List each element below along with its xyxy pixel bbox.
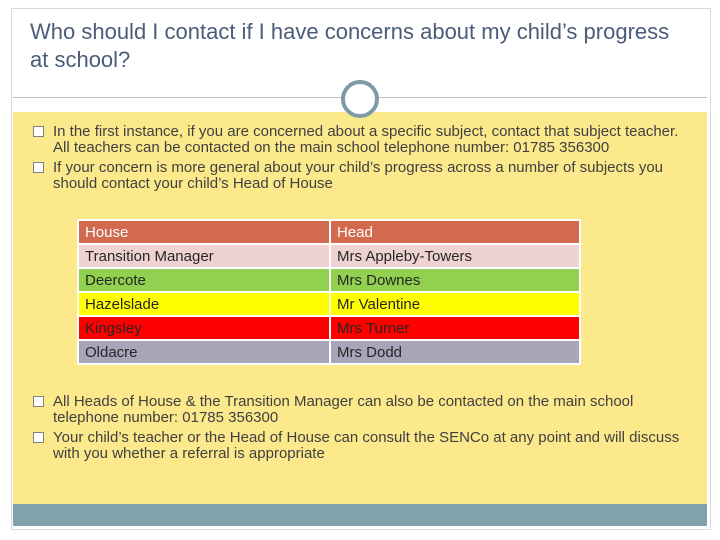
- table-row: [78, 292, 580, 316]
- cell-head: Mrs Appleby-Towers: [330, 244, 580, 268]
- cell-house: Deercote: [78, 268, 330, 292]
- cell-house: Oldacre: [78, 340, 330, 364]
- bullet-text: Your child’s teacher or the Head of House can consult the SENCo at any point and will discuss with you whether a referral is appropriate: [53, 429, 680, 462]
- bullet-list-bottom: [33, 394, 683, 466]
- bullet-text: All Heads of House & the Transition Manager can also be contacted on the main school telephone number: 01785 356300: [53, 393, 634, 426]
- cell-head: Mr Valentine: [330, 292, 580, 316]
- checkbox-bullet-icon: [33, 432, 44, 443]
- cell-house: Hazelslade: [78, 292, 330, 316]
- bullet-list-top: [33, 124, 683, 196]
- cell-head: Mrs Downes: [330, 268, 580, 292]
- checkbox-bullet-icon: [33, 396, 44, 407]
- slide-title: Who should I contact if I have concerns about my child’s progress at school?: [30, 19, 670, 72]
- table-header-row: [78, 220, 580, 244]
- table-row: [78, 340, 580, 364]
- checkbox-bullet-icon: [33, 126, 44, 137]
- bullet-item: [33, 160, 683, 192]
- table-row: [78, 316, 580, 340]
- checkbox-bullet-icon: [33, 162, 44, 173]
- bullet-text: If your concern is more general about your child’s progress across a number of subjects you should contact your child’s Head of House: [53, 159, 664, 192]
- ring-ornament-icon: [341, 80, 379, 118]
- table-row: [78, 268, 580, 292]
- cell-head: Mrs Dodd: [330, 340, 580, 364]
- table-row: [78, 244, 580, 268]
- cell-house: Kingsley: [78, 316, 330, 340]
- cell-house: Transition Manager: [78, 244, 330, 268]
- bullet-item: [33, 430, 683, 462]
- cell-head: Mrs Turner: [330, 316, 580, 340]
- header-house: House: [78, 220, 330, 244]
- bullet-item: [33, 394, 683, 426]
- bullet-text: In the first instance, if you are concerned about a specific subject, contact that subject teacher. All teachers can be contacted on the main school telephone number: 01785 356300: [53, 123, 679, 156]
- header-head: Head: [330, 220, 580, 244]
- bullet-item: [33, 124, 683, 156]
- footer-bar: [13, 504, 707, 526]
- house-contacts-table: [77, 219, 581, 365]
